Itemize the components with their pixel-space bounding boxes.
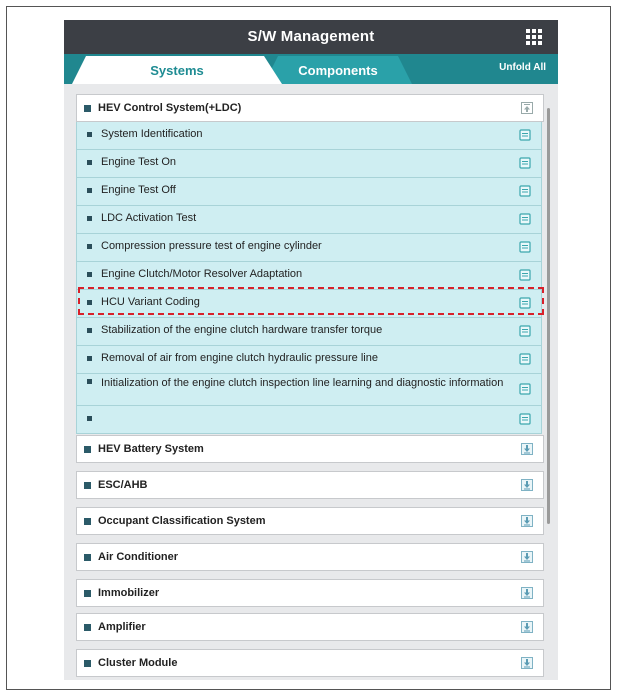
tab-systems[interactable]: [72, 56, 282, 84]
scrollbar[interactable]: [547, 108, 550, 524]
document-icon[interactable]: [519, 185, 531, 197]
bullet-square: [84, 624, 91, 631]
expand-icon[interactable]: [521, 657, 533, 669]
grid-menu-icon[interactable]: [526, 29, 542, 45]
item-label: HCU Variant Coding: [101, 296, 200, 308]
document-icon[interactable]: [519, 129, 531, 141]
list-item[interactable]: [76, 206, 542, 234]
list-item[interactable]: [76, 178, 542, 206]
tab-components[interactable]: [264, 56, 412, 84]
list-item[interactable]: [76, 262, 542, 290]
bullet-square: [84, 590, 91, 597]
list-item[interactable]: [76, 406, 542, 434]
system-list: [64, 84, 558, 680]
bullet-square: [87, 356, 92, 361]
document-icon[interactable]: [519, 353, 531, 365]
bullet-square: [84, 482, 91, 489]
expand-icon[interactable]: [521, 587, 533, 599]
list-item[interactable]: [76, 374, 542, 406]
item-label: Engine Test Off: [101, 184, 176, 196]
item-label: System Identification: [101, 128, 203, 140]
bullet-square: [87, 188, 92, 193]
list-item[interactable]: [76, 122, 542, 150]
expand-icon[interactable]: [521, 479, 533, 491]
bullet-square: [84, 105, 91, 112]
document-icon[interactable]: [519, 241, 531, 253]
group-label: Amplifier: [98, 621, 146, 633]
title-bar: [64, 20, 558, 54]
document-icon[interactable]: [519, 297, 531, 309]
bullet-square: [87, 416, 92, 421]
document-icon[interactable]: [519, 325, 531, 337]
unfold-all-button[interactable]: Unfold All: [499, 62, 546, 73]
group-label: Occupant Classification System: [98, 515, 266, 527]
bullet-square: [87, 328, 92, 333]
group-label: Air Conditioner: [98, 551, 179, 563]
bullet-square: [87, 272, 92, 277]
group-hev-control-system[interactable]: [76, 94, 544, 122]
group-amplifier[interactable]: [76, 613, 544, 641]
document-icon[interactable]: [519, 413, 531, 425]
document-icon[interactable]: [519, 383, 531, 395]
item-label: LDC Activation Test: [101, 212, 197, 224]
document-icon[interactable]: [519, 213, 531, 225]
group-esc-ahb[interactable]: [76, 471, 544, 499]
group-occupant-classification-system[interactable]: [76, 507, 544, 535]
group-cluster-module[interactable]: [76, 649, 544, 677]
group-immobilizer[interactable]: [76, 579, 544, 607]
item-label: Initialization of the engine clutch inspection line learning and diagnostic information: [101, 377, 504, 389]
group-label: Cluster Module: [98, 657, 178, 669]
bullet-square: [87, 216, 92, 221]
bullet-square: [84, 446, 91, 453]
tab-components-label: Components: [298, 63, 378, 78]
group-hev-battery-system[interactable]: [76, 435, 544, 463]
item-label: Removal of air from engine clutch hydraulic pressure line: [101, 352, 378, 364]
bullet-square: [84, 518, 91, 525]
tab-bar: [64, 54, 558, 84]
list-item[interactable]: [76, 318, 542, 346]
item-label: Stabilization of the engine clutch hardware transfer torque: [101, 324, 383, 336]
group-label: Immobilizer: [98, 587, 160, 599]
collapse-icon[interactable]: [521, 102, 533, 114]
group-air-conditioner[interactable]: [76, 543, 544, 571]
group-label: HEV Control System(+LDC): [98, 102, 242, 114]
expand-icon[interactable]: [521, 515, 533, 527]
item-label: Engine Clutch/Motor Resolver Adaptation: [101, 268, 303, 280]
item-label: Compression pressure test of engine cylinder: [101, 240, 322, 252]
tab-systems-label: Systems: [150, 63, 204, 78]
bullet-square: [87, 132, 92, 137]
bullet-square: [87, 160, 92, 165]
bullet-square: [87, 379, 92, 384]
bullet-square: [87, 244, 92, 249]
list-item[interactable]: [76, 150, 542, 178]
bullet-square: [84, 660, 91, 667]
item-label: Engine Test On: [101, 156, 177, 168]
expand-icon[interactable]: [521, 551, 533, 563]
document-icon[interactable]: [519, 157, 531, 169]
expand-icon[interactable]: [521, 621, 533, 633]
bullet-square: [87, 300, 92, 305]
list-item-hcu-variant-coding[interactable]: [76, 290, 542, 318]
bullet-square: [84, 554, 91, 561]
group-label: ESC/AHB: [98, 479, 148, 491]
list-item[interactable]: [76, 234, 542, 262]
page-title: S/W Management: [247, 28, 375, 45]
group-label: HEV Battery System: [98, 443, 204, 455]
expand-icon[interactable]: [521, 443, 533, 455]
document-icon[interactable]: [519, 269, 531, 281]
list-item[interactable]: [76, 346, 542, 374]
sw-management-screen: [64, 20, 558, 680]
